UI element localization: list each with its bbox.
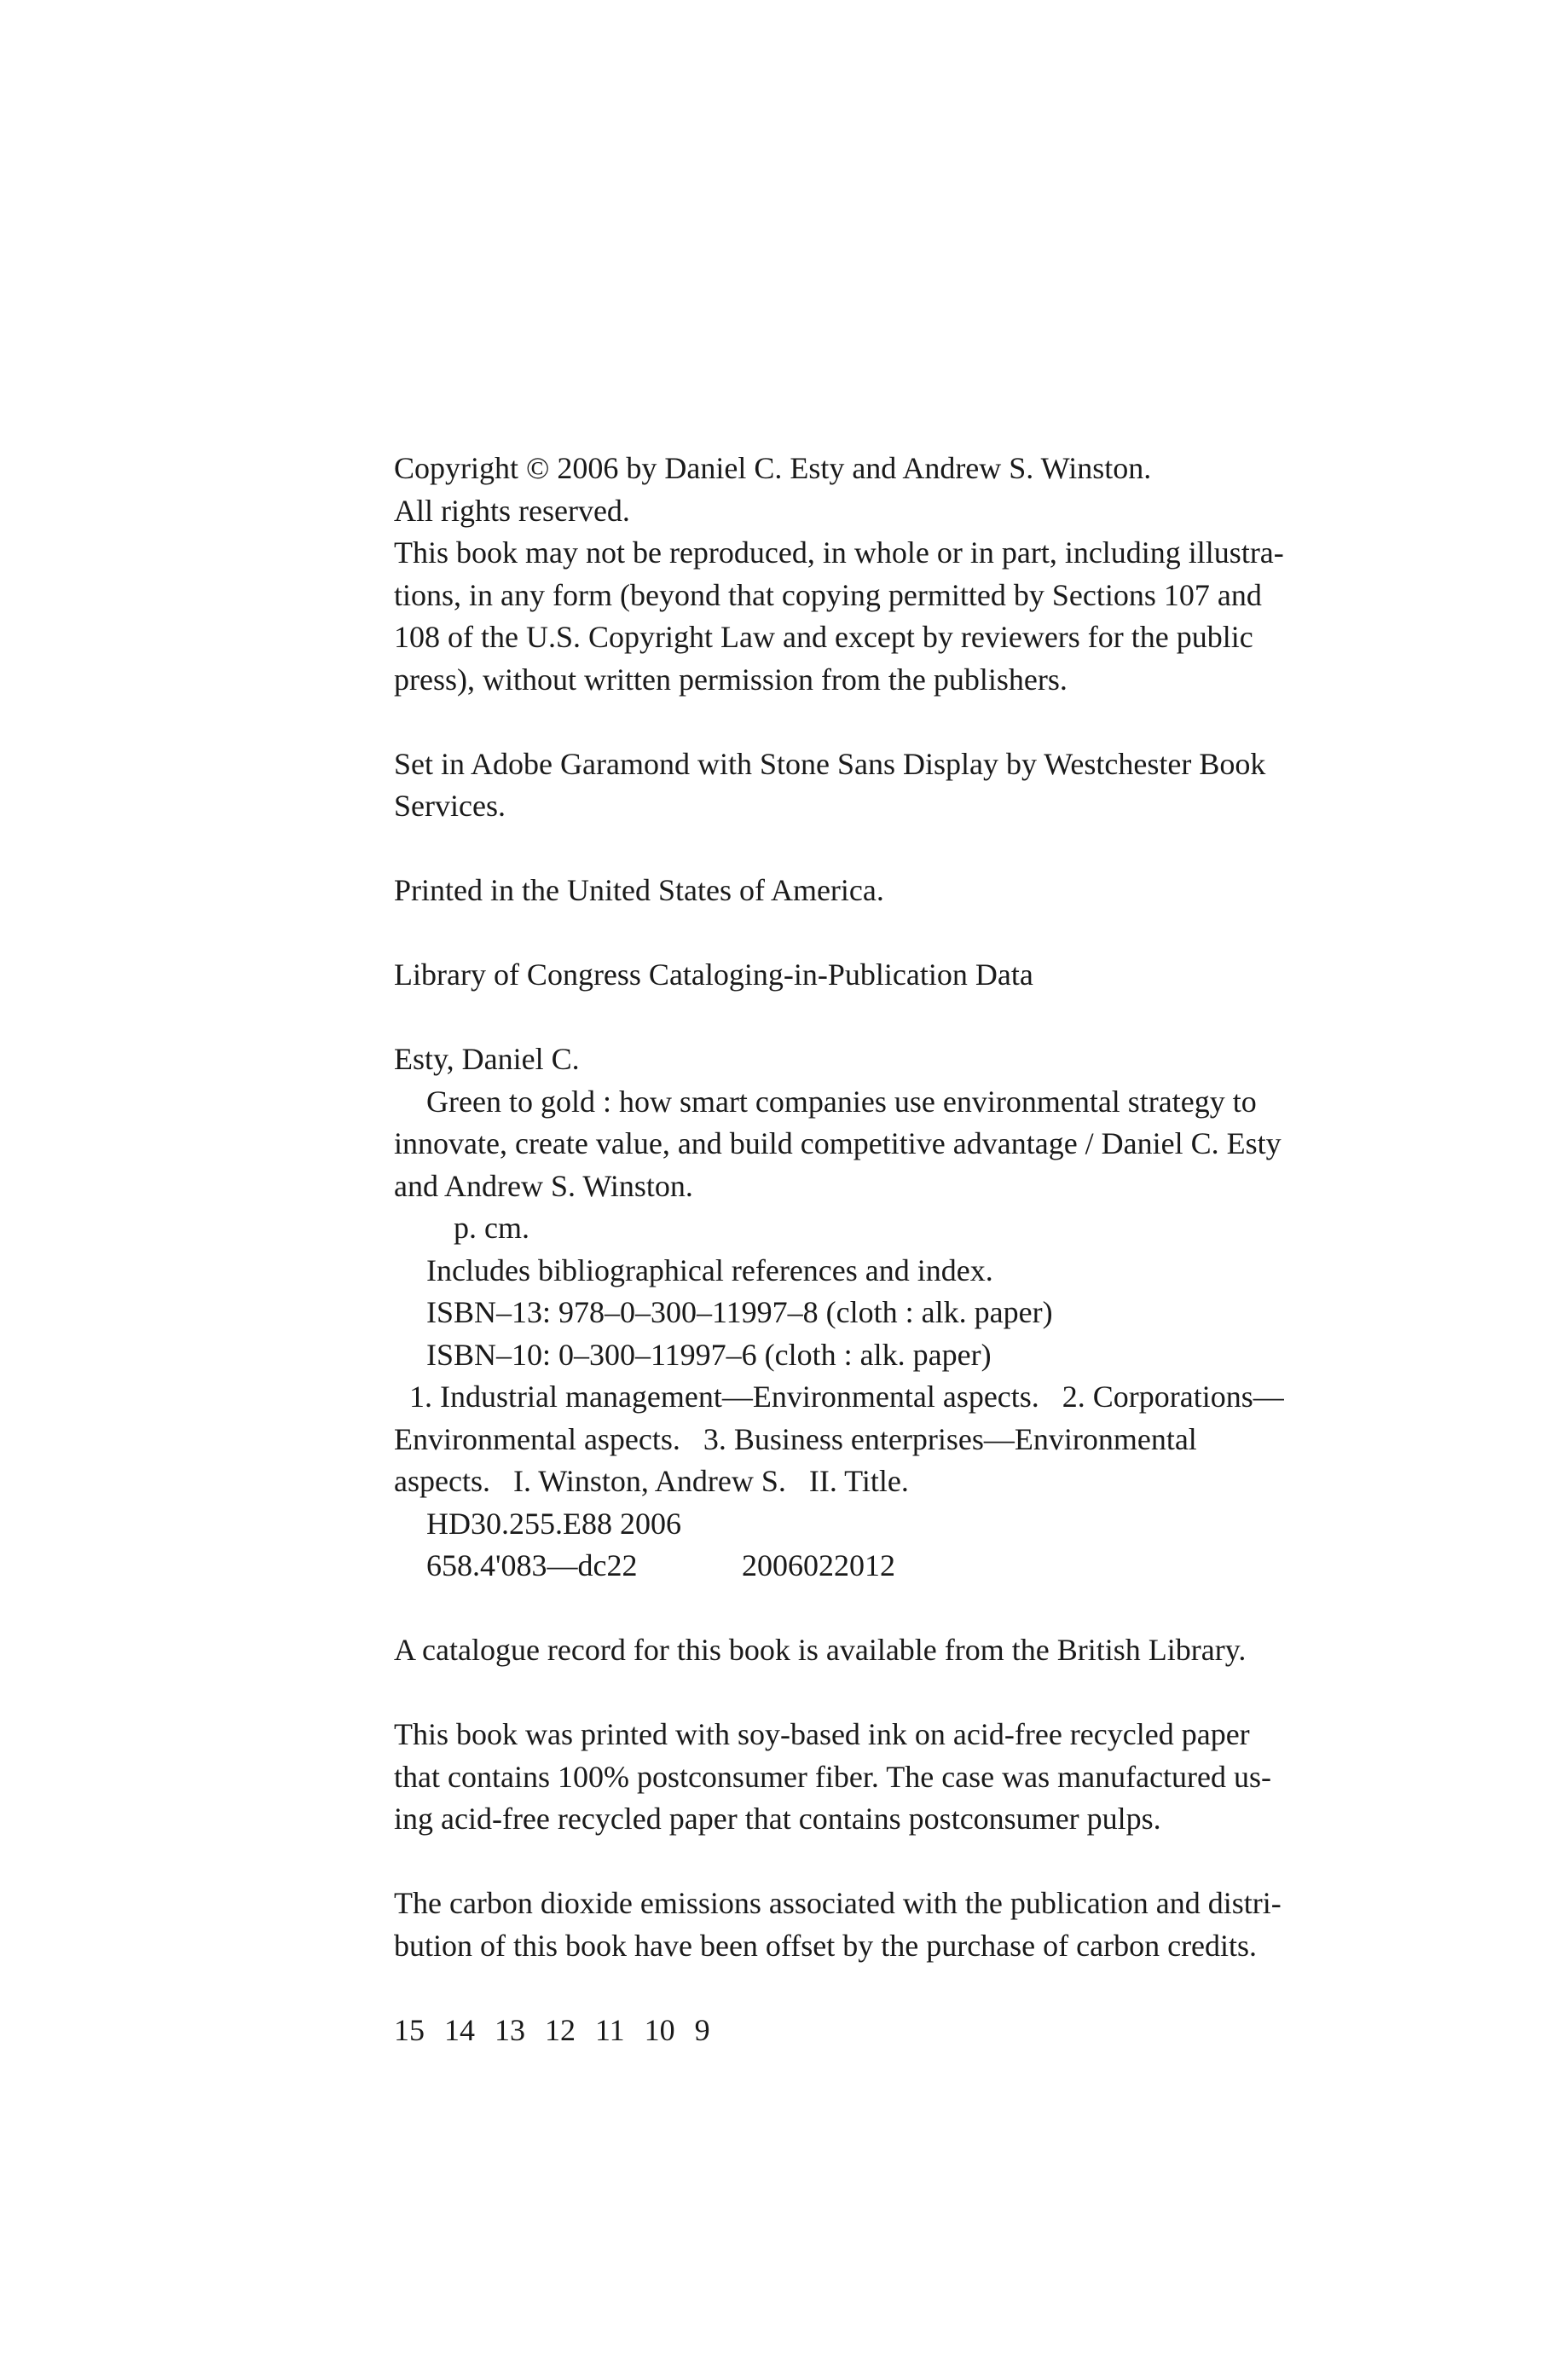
printed-in: Printed in the United States of America.: [394, 873, 884, 907]
reproduction-notice-line: press), without written permission from the publishers.: [394, 662, 1068, 697]
cip-title-line: innovate, create value, and build competitive advantage / Daniel C. Esty: [394, 1126, 1282, 1160]
british-library-note: A catalogue record for this book is available from the British Library.: [394, 1633, 1247, 1667]
typeset-block: [394, 743, 1374, 828]
paper-note-line: ing acid-free recycled paper that contains postconsumer pulps.: [394, 1802, 1161, 1836]
reproduction-notice-line: tions, in any form (beyond that copying permitted by Sections 107 and: [394, 577, 1262, 612]
cip-title-line: and Andrew S. Winston.: [394, 1168, 693, 1203]
copyright-block: [394, 448, 1374, 701]
typeset-line: Services.: [394, 789, 506, 823]
cip-bibliography-note: Includes bibliographical references and index.: [426, 1252, 993, 1287]
reproduction-notice-line: This book may not be reproduced, in whole or in part, including illustra-: [394, 535, 1284, 570]
spacer: [394, 1841, 1374, 1883]
cip-title-line: Green to gold : how smart companies use environmental strategy to: [426, 1084, 1257, 1119]
reproduction-notice-line: 108 of the U.S. Copyright Law and except by reviewers for the public: [394, 620, 1253, 654]
cip-subjects-line: Environmental aspects. 3. Business enterprises—Environmental: [394, 1421, 1197, 1456]
cip-subjects-line: aspects. I. Winston, Andrew S. II. Title.: [394, 1464, 909, 1498]
spacer: [394, 1967, 1374, 2010]
rights-reserved: All rights reserved.: [394, 493, 630, 528]
paper-note-line: that contains 100% postconsumer fiber. The case was manufactured us-: [394, 1759, 1272, 1794]
print-run-numbers: 15 14 13 12 11 10 9: [394, 2012, 710, 2047]
cip-isbn13: ISBN–13: 978–0–300–11997–8 (cloth : alk. paper): [426, 1295, 1053, 1329]
carbon-note-line: bution of this book have been offset by the purchase of carbon credits.: [394, 1928, 1258, 1963]
paper-note-block: [394, 1714, 1374, 1841]
copyright-page: [394, 448, 1374, 2051]
cip-block: [394, 1038, 1374, 1588]
cip-lcc: HD30.255.E88 2006: [426, 1506, 681, 1541]
copyright-notice: Copyright © 2006 by Daniel C. Esty and Andrew S. Winston.: [394, 451, 1152, 485]
cip-lccn: 2006022012: [742, 1548, 895, 1582]
spacer: [394, 828, 1374, 871]
spacer: [394, 701, 1374, 743]
carbon-note-line: The carbon dioxide emissions associated with the publication and distri-: [394, 1886, 1282, 1920]
cip-heading: Library of Congress Cataloging-in-Publication Data: [394, 957, 1033, 992]
spacer: [394, 997, 1374, 1039]
cip-author: Esty, Daniel C.: [394, 1042, 580, 1076]
spacer: [394, 1672, 1374, 1715]
cip-classification-line: [394, 1545, 1374, 1588]
spacer: [394, 912, 1374, 955]
cip-isbn10: ISBN–10: 0–300–11997–6 (cloth : alk. paper): [426, 1337, 992, 1372]
spacer: [394, 1588, 1374, 1630]
cip-pcm: p. cm.: [454, 1211, 529, 1245]
cip-subjects-line: 1. Industrial management—Environmental aspects. 2. Corporations—: [409, 1380, 1284, 1414]
typeset-line: Set in Adobe Garamond with Stone Sans Display by Westchester Book: [394, 746, 1266, 781]
carbon-note-block: [394, 1883, 1374, 1967]
cip-dewey: 658.4'083—dc22: [426, 1548, 638, 1582]
paper-note-line: This book was printed with soy-based ink on acid-free recycled paper: [394, 1717, 1250, 1751]
